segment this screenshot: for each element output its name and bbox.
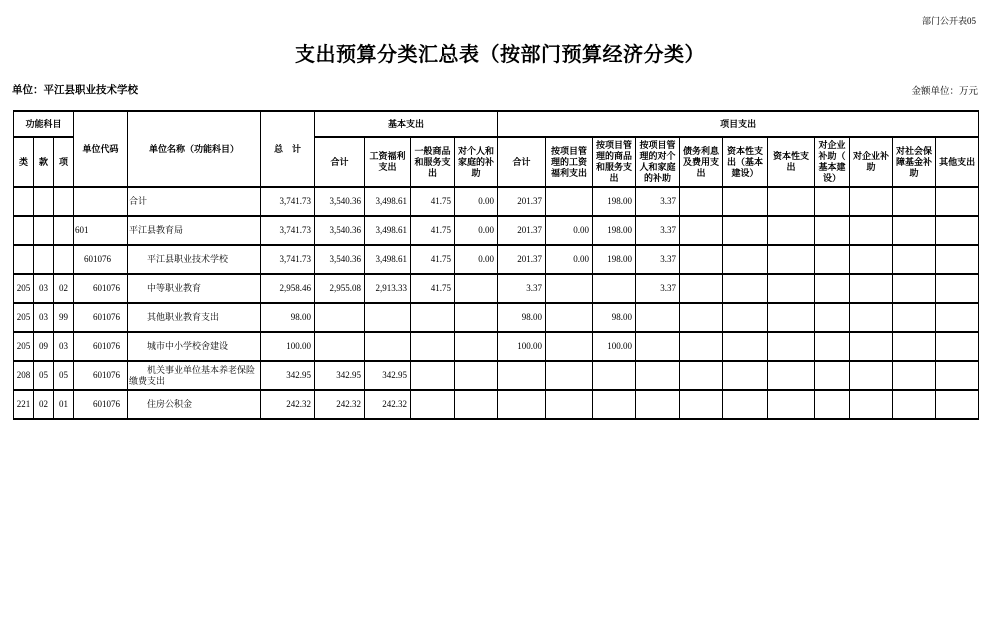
table-cell: 100.00	[498, 332, 546, 361]
table-cell	[34, 245, 54, 274]
table-cell	[455, 332, 498, 361]
table-cell: 41.75	[411, 187, 455, 216]
table-cell	[850, 187, 893, 216]
table-cell: 3.37	[636, 187, 680, 216]
col-header-other-expenditure: 其他支出	[936, 137, 979, 187]
col-header-capital-expenditure: 资本性支出	[768, 137, 815, 187]
table-cell	[74, 187, 128, 216]
table-cell: 242.32	[315, 390, 365, 419]
table-cell: 平江县教育局	[128, 216, 261, 245]
table-cell: 205	[14, 332, 34, 361]
table-cell: 02	[34, 390, 54, 419]
col-header-enterprise-subsidy: 对企业补助	[850, 137, 893, 187]
table-cell: 100.00	[593, 332, 636, 361]
table-cell	[680, 303, 723, 332]
col-header-individual-family-subsidy: 对个人和家庭的补助	[455, 137, 498, 187]
table-cell: 221	[14, 390, 34, 419]
table-cell	[636, 390, 680, 419]
table-cell: 98.00	[498, 303, 546, 332]
col-header-social-security-fund-subsidy: 对社会保障基金补助	[893, 137, 936, 187]
table-cell: 0.00	[546, 245, 593, 274]
table-cell	[34, 216, 54, 245]
table-cell	[936, 332, 979, 361]
table-cell: 3,741.73	[261, 216, 315, 245]
table-cell	[893, 245, 936, 274]
table-row	[14, 187, 979, 216]
report-code-label: 部门公开表05	[921, 16, 976, 26]
table-cell: 601076	[74, 361, 128, 390]
table-cell	[815, 361, 850, 390]
table-cell: 242.32	[261, 390, 315, 419]
table-cell: 3.37	[636, 216, 680, 245]
table-cell	[815, 187, 850, 216]
table-cell: 100.00	[261, 332, 315, 361]
table-cell	[768, 274, 815, 303]
table-cell	[936, 390, 979, 419]
table-cell	[636, 303, 680, 332]
table-cell	[365, 332, 411, 361]
table-cell	[815, 332, 850, 361]
table-cell	[680, 361, 723, 390]
table-cell	[850, 245, 893, 274]
table-cell: 03	[34, 274, 54, 303]
table-row	[14, 361, 979, 390]
table-cell	[936, 216, 979, 245]
col-header-section: 款	[34, 137, 54, 187]
table-cell: 2,913.33	[365, 274, 411, 303]
table-cell	[411, 332, 455, 361]
table-cell	[723, 361, 768, 390]
table-cell: 03	[54, 332, 74, 361]
table-row	[14, 245, 979, 274]
table-cell	[893, 332, 936, 361]
table-cell	[768, 390, 815, 419]
table-cell: 601076	[74, 303, 128, 332]
table-cell	[850, 332, 893, 361]
table-cell	[54, 245, 74, 274]
table-cell	[893, 390, 936, 419]
table-cell	[768, 245, 815, 274]
table-cell	[815, 245, 850, 274]
table-cell	[411, 361, 455, 390]
table-cell: 0.00	[455, 187, 498, 216]
table-cell: 合计	[128, 187, 261, 216]
unit-label: 单位：平江县职业技术学校	[12, 85, 138, 96]
table-cell: 住房公积金	[128, 390, 261, 419]
table-cell: 3,540.36	[315, 216, 365, 245]
table-cell	[893, 216, 936, 245]
table-cell: 41.75	[411, 245, 455, 274]
col-header-grand-total: 总 计	[261, 111, 315, 187]
table-cell	[850, 303, 893, 332]
table-cell	[768, 332, 815, 361]
table-cell: 03	[34, 303, 54, 332]
table-cell: 2,955.08	[315, 274, 365, 303]
col-header-item: 项	[54, 137, 74, 187]
table-cell: 其他职业教育支出	[128, 303, 261, 332]
table-cell	[546, 332, 593, 361]
table-cell	[680, 216, 723, 245]
table-cell	[455, 390, 498, 419]
table-cell	[893, 187, 936, 216]
table-cell	[936, 274, 979, 303]
table-cell	[723, 303, 768, 332]
table-cell	[768, 216, 815, 245]
table-cell: 中等职业教育	[128, 274, 261, 303]
table-cell	[893, 274, 936, 303]
col-header-enterprise-subsidy-construction: 对企业补助（基本建设）	[815, 137, 850, 187]
table-cell: 机关事业单位基本养老保险缴费支出	[128, 361, 261, 390]
table-cell	[546, 187, 593, 216]
table-body	[14, 187, 979, 419]
table-cell	[723, 390, 768, 419]
budget-summary-table	[13, 110, 979, 420]
table-cell: 342.95	[261, 361, 315, 390]
table-cell: 601076	[74, 274, 128, 303]
table-cell	[850, 274, 893, 303]
table-cell	[546, 303, 593, 332]
table-cell: 02	[54, 274, 74, 303]
table-cell	[498, 390, 546, 419]
table-cell	[815, 216, 850, 245]
col-header-project-salary-welfare: 按项目管理的工资福利支出	[546, 137, 593, 187]
table-cell: 601076	[74, 245, 128, 274]
col-header-unit-name: 单位名称（功能科目）	[128, 111, 261, 187]
table-cell: 3,741.73	[261, 187, 315, 216]
table-row	[14, 332, 979, 361]
table-cell	[768, 361, 815, 390]
table-cell	[936, 303, 979, 332]
table-cell	[14, 216, 34, 245]
table-cell	[593, 390, 636, 419]
table-cell	[815, 274, 850, 303]
amount-unit-label: 金额单位：万元	[911, 87, 978, 97]
table-cell	[850, 390, 893, 419]
table-cell	[850, 361, 893, 390]
table-cell	[680, 274, 723, 303]
table-cell: 201.37	[498, 245, 546, 274]
table-cell: 01	[54, 390, 74, 419]
table-cell: 198.00	[593, 216, 636, 245]
table-cell: 242.32	[365, 390, 411, 419]
table-cell	[893, 361, 936, 390]
table-cell	[680, 245, 723, 274]
table-cell: 201.37	[498, 216, 546, 245]
table-cell	[936, 245, 979, 274]
table-cell: 198.00	[593, 245, 636, 274]
table-cell: 601076	[74, 332, 128, 361]
col-header-debt-interest-fees: 债务利息及费用支出	[680, 137, 723, 187]
table-cell: 平江县职业技术学校	[128, 245, 261, 274]
table-cell: 601	[74, 216, 128, 245]
table-cell	[815, 303, 850, 332]
table-cell: 05	[54, 361, 74, 390]
table-cell: 198.00	[593, 187, 636, 216]
table-cell	[636, 361, 680, 390]
table-cell	[411, 390, 455, 419]
table-cell	[498, 361, 546, 390]
table-cell	[723, 245, 768, 274]
table-cell	[546, 390, 593, 419]
col-header-project-subtotal: 合计	[498, 137, 546, 187]
table-row	[14, 390, 979, 419]
table-row	[14, 274, 979, 303]
table-cell: 342.95	[315, 361, 365, 390]
table-cell	[455, 361, 498, 390]
table-cell	[815, 390, 850, 419]
table-cell: 3.37	[636, 245, 680, 274]
table-cell: 601076	[74, 390, 128, 419]
meta-row	[12, 82, 978, 97]
col-header-basic-subtotal: 合计	[315, 137, 365, 187]
table-row	[14, 216, 979, 245]
table-cell: 208	[14, 361, 34, 390]
col-header-unit-code: 单位代码	[74, 111, 128, 187]
table-cell	[723, 332, 768, 361]
table-cell	[680, 332, 723, 361]
table-cell	[315, 303, 365, 332]
table-cell	[936, 361, 979, 390]
table-cell: 342.95	[365, 361, 411, 390]
table-cell	[593, 274, 636, 303]
table-cell	[636, 332, 680, 361]
col-header-capital-expenditure-construction: 资本性支出（基本建设）	[723, 137, 768, 187]
table-cell	[893, 303, 936, 332]
table-cell	[768, 187, 815, 216]
col-header-project-individual-family: 按项目管理的对个人和家庭的补助	[636, 137, 680, 187]
col-header-project-goods-services: 按项目管理的商品和服务支出	[593, 137, 636, 187]
table-cell: 201.37	[498, 187, 546, 216]
table-cell	[365, 303, 411, 332]
table-cell	[546, 274, 593, 303]
table-cell: 05	[34, 361, 54, 390]
table-cell: 41.75	[411, 274, 455, 303]
page-title: 支出预算分类汇总表（按部门预算经济分类）	[295, 44, 705, 66]
table-cell: 3.37	[636, 274, 680, 303]
col-header-salary-welfare: 工资福利支出	[365, 137, 411, 187]
table-cell: 3.37	[498, 274, 546, 303]
table-cell: 41.75	[411, 216, 455, 245]
table-cell	[723, 187, 768, 216]
col-group-basic-expenditure: 基本支出	[315, 111, 498, 137]
table-cell: 0.00	[546, 216, 593, 245]
table-cell: 3,540.36	[315, 245, 365, 274]
table-cell: 3,498.61	[365, 216, 411, 245]
col-group-project-expenditure: 项目支出	[498, 111, 979, 137]
table-cell: 2,958.46	[261, 274, 315, 303]
table-cell	[54, 216, 74, 245]
table-cell: 98.00	[593, 303, 636, 332]
table-cell: 205	[14, 303, 34, 332]
table-cell	[34, 187, 54, 216]
table-cell	[315, 332, 365, 361]
table-cell	[768, 303, 815, 332]
table-row	[14, 303, 979, 332]
table-cell	[14, 245, 34, 274]
table-cell	[723, 216, 768, 245]
table-cell: 3,741.73	[261, 245, 315, 274]
table-cell	[54, 187, 74, 216]
header-band-1	[14, 111, 979, 137]
table-cell	[593, 361, 636, 390]
col-group-functional-subject: 功能科目	[14, 111, 74, 137]
table-cell: 3,498.61	[365, 187, 411, 216]
table-cell: 205	[14, 274, 34, 303]
table-cell: 09	[34, 332, 54, 361]
table-cell: 98.00	[261, 303, 315, 332]
table-cell	[546, 361, 593, 390]
table-cell	[14, 187, 34, 216]
table-cell	[411, 303, 455, 332]
table-cell: 0.00	[455, 245, 498, 274]
table-cell	[680, 390, 723, 419]
table-cell: 3,540.36	[315, 187, 365, 216]
table-cell	[936, 187, 979, 216]
table-cell	[850, 216, 893, 245]
col-header-class: 类	[14, 137, 34, 187]
table-cell	[455, 303, 498, 332]
table-cell: 0.00	[455, 216, 498, 245]
table-cell	[723, 274, 768, 303]
col-header-goods-services: 一般商品和服务支出	[411, 137, 455, 187]
table-cell: 城市中小学校舍建设	[128, 332, 261, 361]
table-cell	[680, 187, 723, 216]
table-cell: 99	[54, 303, 74, 332]
table-cell	[455, 274, 498, 303]
table-cell: 3,498.61	[365, 245, 411, 274]
